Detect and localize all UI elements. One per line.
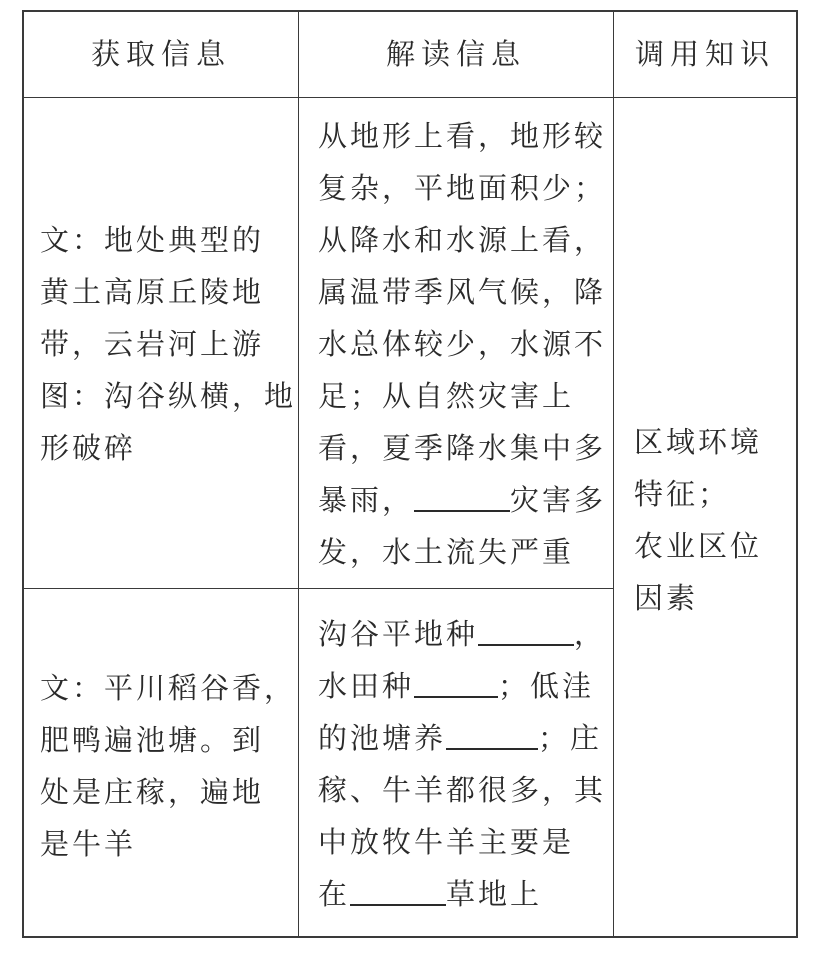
text-line: 特征；: [634, 477, 731, 511]
text-line: 看，夏季降水集中多: [318, 431, 607, 465]
answer-blank: [446, 712, 538, 750]
text-line: [318, 474, 606, 526]
text-fragment: 沟谷平地种: [318, 617, 479, 651]
knowledge-text: [634, 416, 762, 624]
text-fragment: 在: [318, 877, 351, 911]
text-fragment: 草地上: [446, 877, 543, 911]
row1-obtain-text: [40, 214, 296, 474]
text-line: [318, 660, 606, 712]
text-line: 黄土高原丘陵地: [40, 275, 265, 309]
text-line: [318, 712, 606, 764]
text-fragment: 灾害多: [510, 483, 607, 517]
answer-blank: [478, 608, 574, 646]
text-line: 处是庄稼，遍地: [40, 775, 265, 809]
text-line: [318, 608, 606, 660]
text-line: [318, 868, 606, 920]
answer-blank: [350, 868, 446, 906]
answer-blank: [414, 474, 510, 512]
text-line: 从地形上看，地形较: [318, 119, 607, 153]
text-line: 是牛羊: [40, 827, 137, 861]
column-divider-1: [298, 10, 299, 938]
row2-interpret-text: [318, 608, 606, 920]
table-border-right: [796, 10, 798, 938]
text-fragment: 暴雨，: [318, 483, 415, 517]
text-line: 足；从自然灾害上: [318, 379, 575, 413]
text-line: 图：沟谷纵横，地: [40, 379, 297, 413]
table-border-bottom: [22, 936, 798, 938]
answer-blank: [414, 660, 498, 698]
header-interpret-info: 解读信息: [385, 37, 526, 71]
text-line: 复杂，平地面积少；: [318, 171, 607, 205]
header-obtain-info: 获取信息: [90, 37, 231, 71]
row1-interpret-text: [318, 110, 606, 578]
text-line: 中放牧牛羊主要是: [318, 825, 575, 859]
text-fragment: ，: [574, 617, 607, 651]
text-line: 形破碎: [40, 431, 137, 465]
text-line: 区域环境: [634, 425, 763, 459]
text-line: 因素: [634, 581, 699, 615]
table-border-top: [22, 10, 798, 12]
text-line: 带，云岩河上游: [40, 327, 265, 361]
header-knowledge: 调用知识: [634, 37, 775, 71]
text-line: 农业区位: [634, 529, 763, 563]
text-fragment: 水田种: [318, 669, 415, 703]
row-divider: [22, 588, 614, 589]
column-divider-2: [613, 10, 614, 938]
text-fragment: ；庄: [538, 721, 603, 755]
text-line: 水总体较少，水源不: [318, 327, 607, 361]
text-line: 稼、牛羊都很多，其: [318, 773, 607, 807]
row2-obtain-text: [40, 662, 296, 870]
text-line: 文：地处典型的: [40, 223, 265, 257]
text-line: 文：平川稻谷香，: [40, 671, 297, 705]
header-divider: [22, 97, 798, 98]
text-line: 发，水土流失严重: [318, 535, 575, 569]
text-line: 肥鸭遍池塘。到: [40, 723, 265, 757]
table-border-left: [22, 10, 24, 938]
text-fragment: 的池塘养: [318, 721, 447, 755]
text-line: 属温带季风气候，降: [318, 275, 607, 309]
text-fragment: ；低洼: [498, 669, 595, 703]
text-line: 从降水和水源上看，: [318, 223, 607, 257]
